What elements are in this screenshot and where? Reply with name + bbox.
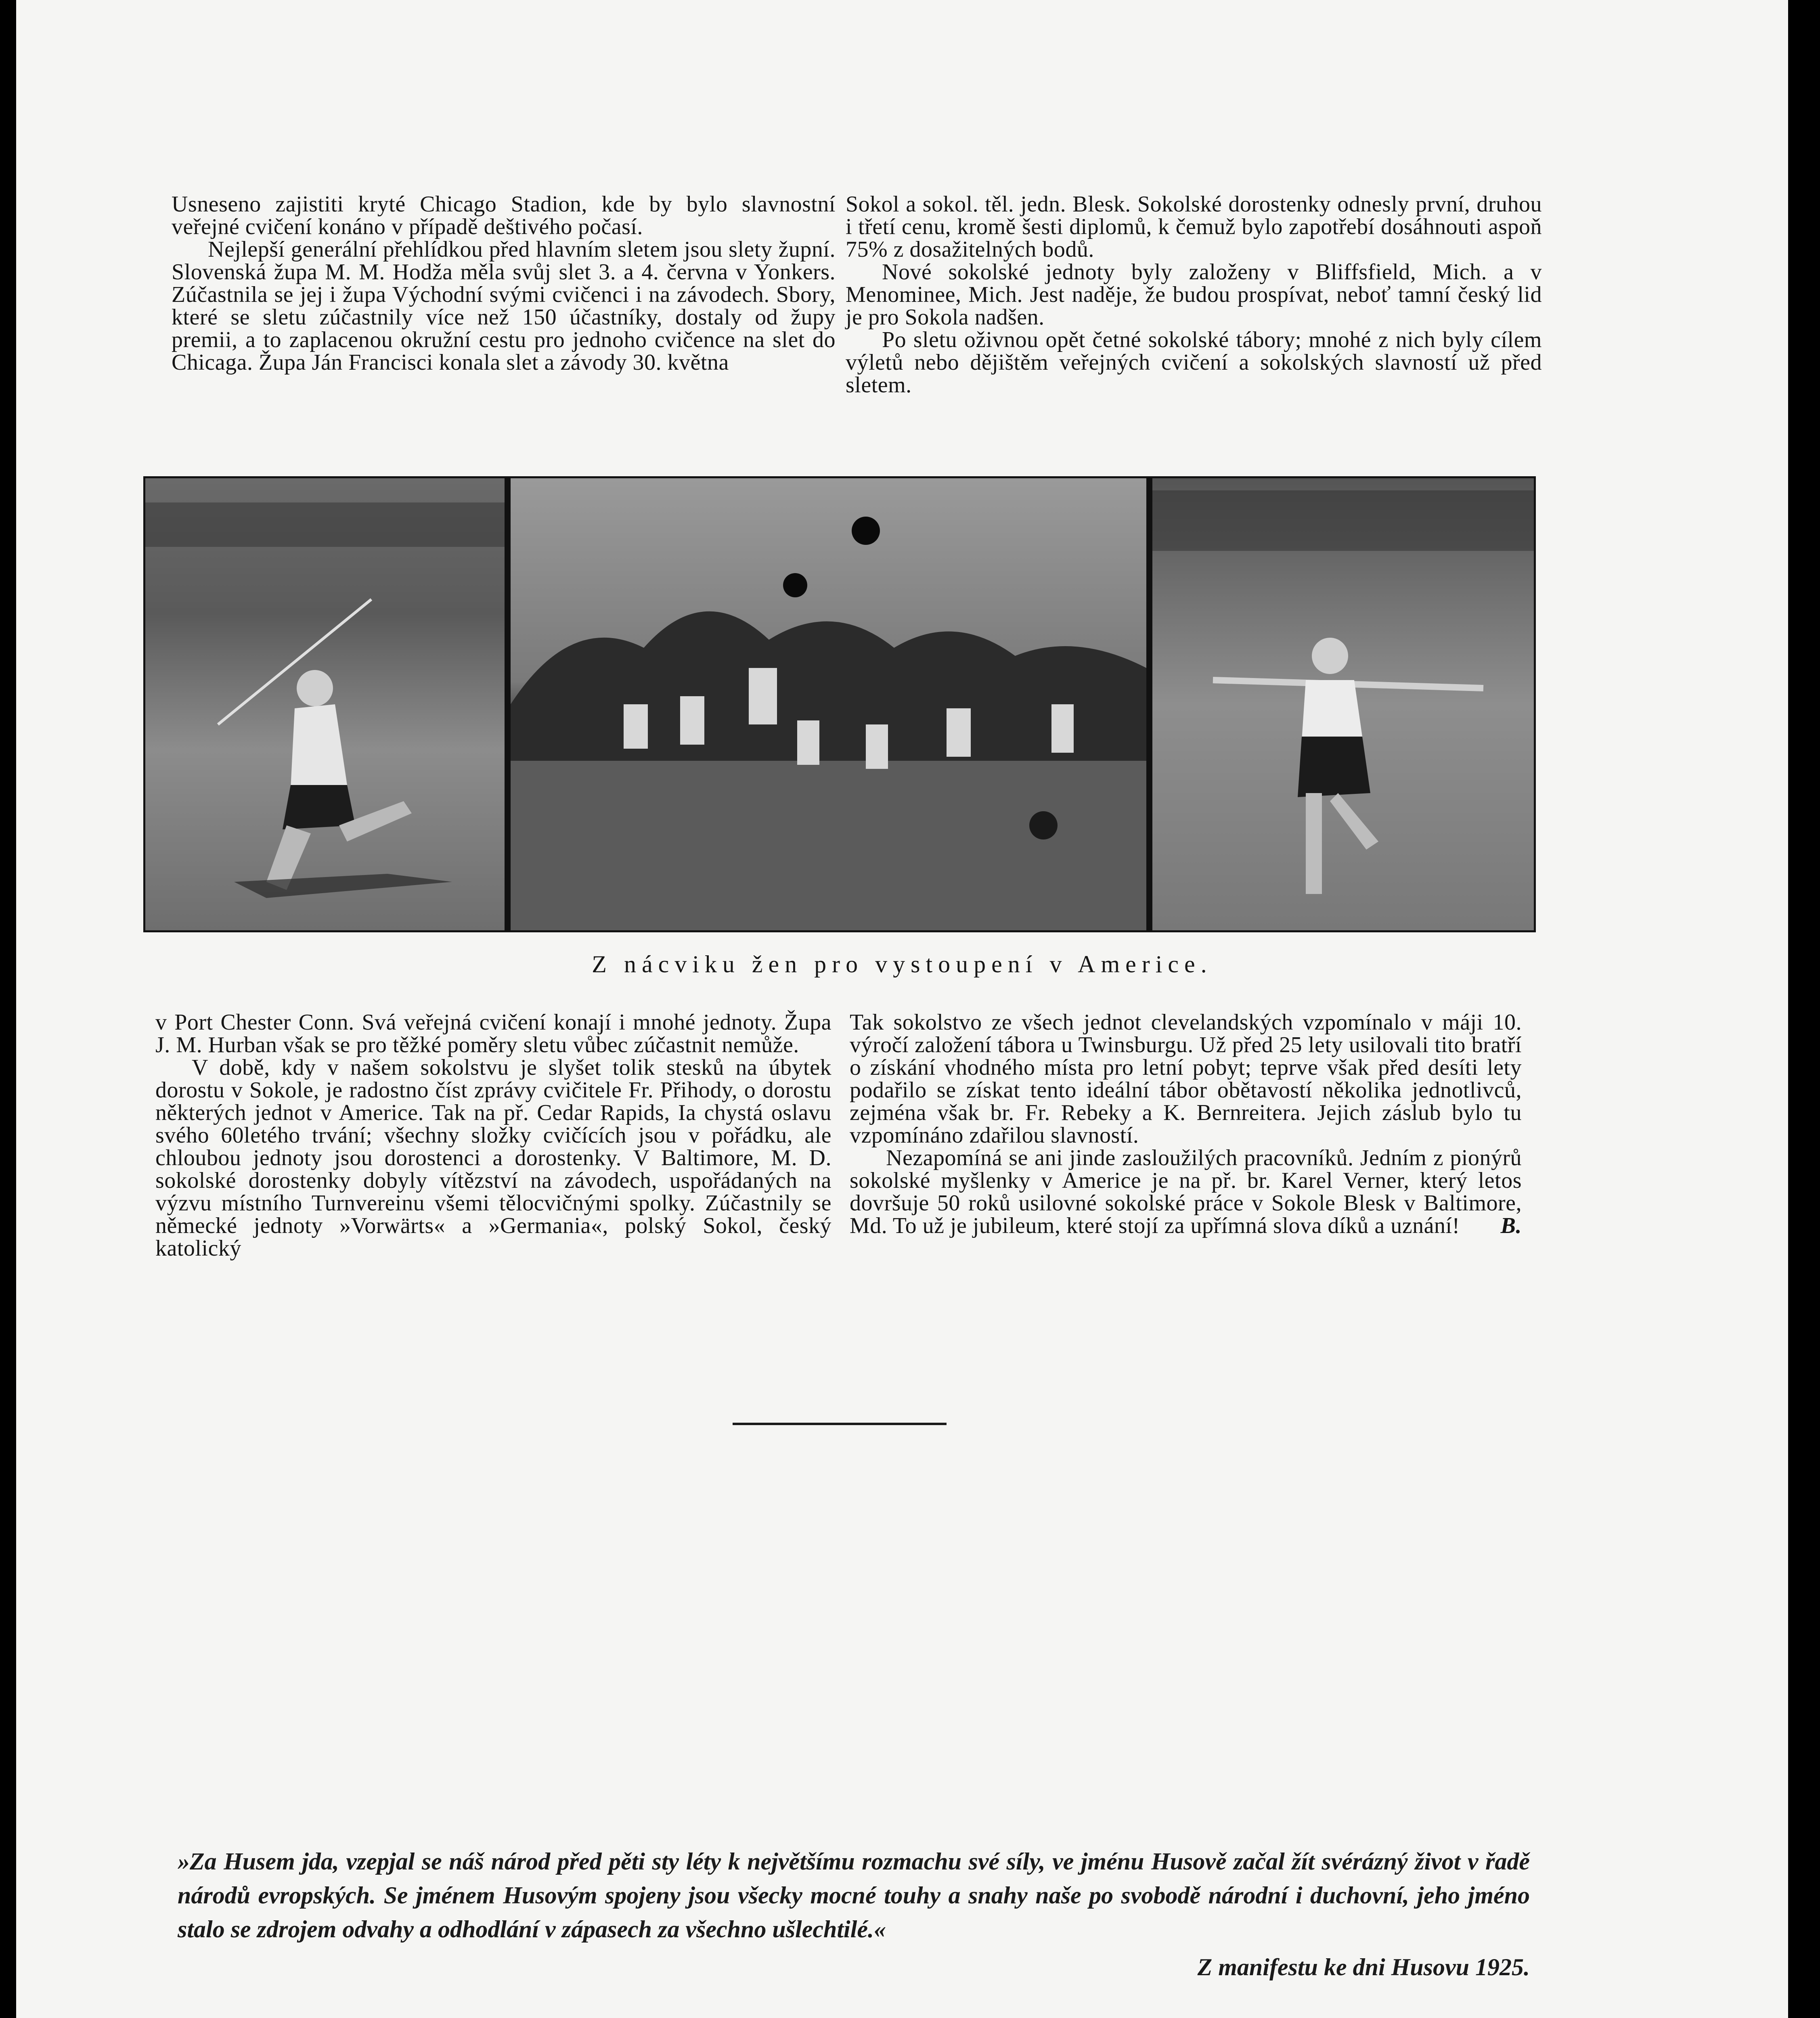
author-signature: B. bbox=[1500, 1213, 1522, 1238]
photo-caption: Z nácviku žen pro vystoupení v Americe. bbox=[592, 951, 1213, 978]
paragraph: Usneseno zajistiti kryté Chicago Stadion, kde by bylo slavnostní veřejné cvičení konáno v případě deštivého počasí. bbox=[172, 192, 836, 239]
photo-ball-exercise bbox=[511, 478, 1146, 930]
quote-text: »Za Husem jda, vzepjal se náš národ před pěti sty léty k největšímu rozmachu své síly, ve jménu Husově začal žít svérázný život v řadě národů evropských. Se jménem Husovým spojeny jsou všecky mocné touhy a snahy naše po svobodě národní i duchovní, jeho jméno stalo se zdrojem odvahy a odhodlání v zápasech za všechno ušlechtilé.« bbox=[178, 1848, 1530, 1943]
column-left-bottom bbox=[155, 1011, 831, 1260]
hus-manifesto-quote bbox=[178, 1844, 1530, 1984]
paragraph: Nové sokolské jednoty byly založeny v Bliffsfield, Mich. a v Menominee, Mich. Jest naděje, že budou prospívat, neboť tamní český lid je pro Sokola nadšen. bbox=[846, 260, 1542, 330]
paragraph: Tak sokolstvo ze všech jednot clevelandských vzpomínalo v máji 10. výročí založení tábora u Twinsburgu. Už před 25 lety usilovali tito bratří o získání vhodného místa pro letní pobyt; teprve však před desíti lety podařilo se získat tento ideální tábor obětavostí několika jednotlivců, zejména však br. Fr. Rebeky a K. Bernreitera. Jejich záslub bylo tu vzpomínáno zdařilou slavností. bbox=[850, 1010, 1522, 1148]
column-right-bottom bbox=[850, 1011, 1522, 1237]
paragraph: Nejlepší generální přehlídkou před hlavním sletem jsou slety župní. Slovenská župa M. M. Hodža měla svůj slet 3. a 4. června v Yonkers. Zúčastnila se jej i župa Východní svými cvičenci i na závodech. Sbory, které se sletu zúčastnily více než 150 účastníky, dostaly od župy premii, a to zaplacenou okružní cestu pro jednoho cvičence na slet do Chicaga. Župa Ján Francisci konala slet a závody 30. května bbox=[172, 237, 836, 375]
paragraph-text: Nezapomíná se ani jinde zasloužilých pracovníků. Jedním z pionýrů sokolské myšlenky v Americe je na př. br. Karel Verner, který letos dovršuje 50 roků usilovné sokolské práce v Sokole Blesk v Baltimore, Md. To už je jubileum, které stojí za upřímná slova díků a uznání! bbox=[850, 1145, 1522, 1238]
paragraph bbox=[850, 1147, 1522, 1237]
column-right-top bbox=[846, 193, 1542, 396]
photo-strip bbox=[143, 476, 1536, 932]
photo-javelin-thrower bbox=[145, 478, 505, 930]
photo-woman-arms-spread bbox=[1152, 478, 1534, 930]
paragraph: Sokol a sokol. těl. jedn. Blesk. Sokolské dorostenky odnesly první, druhou i třetí cenu, kromě šesti diplomů, k čemuž bylo zapotřebí dosáhnouti aspoň 75% z dosažitelných bodů. bbox=[846, 192, 1542, 262]
column-left-top bbox=[172, 193, 836, 374]
paragraph: Po sletu oživnou opět četné sokolské tábory; mnohé z nich byly cílem výletů nebo dějištěm veřejných cvičení a sokolských slavností už před sletem. bbox=[846, 327, 1542, 398]
quote-source: Z manifestu ke dni Husovu 1925. bbox=[1197, 1954, 1530, 1980]
paragraph: V době, kdy v našem sokolstvu je slyšet tolik stesků na úbytek dorostu v Sokole, je radostno číst zprávy cvičitele Fr. Přihody, o dorostu některých jednot v Americe. Tak na př. Cedar Rapids, Ia chystá oslavu svého 60letého trvání; všechny složky cvičících jsou v pořádku, ale chloubou jednoty jsou dorostenci a dorostenky. V Baltimore, M. D. sokolské dorostenky dobyly vítězství na závodech, uspořádaných na výzvu místního Turnvereinu všemi tělocvičnými spolky. Zúčastnily se německé jednoty »Vorwärts« a »Germania«, polský Sokol, český katolický bbox=[155, 1055, 831, 1261]
paragraph: v Port Chester Conn. Svá veřejná cvičení konají i mnohé jednoty. Župa J. M. Hurban však se pro těžké poměry sletu vůbec zúčastnit nemůže. bbox=[155, 1010, 831, 1057]
section-divider bbox=[733, 1423, 947, 1425]
page bbox=[16, 0, 1788, 2018]
